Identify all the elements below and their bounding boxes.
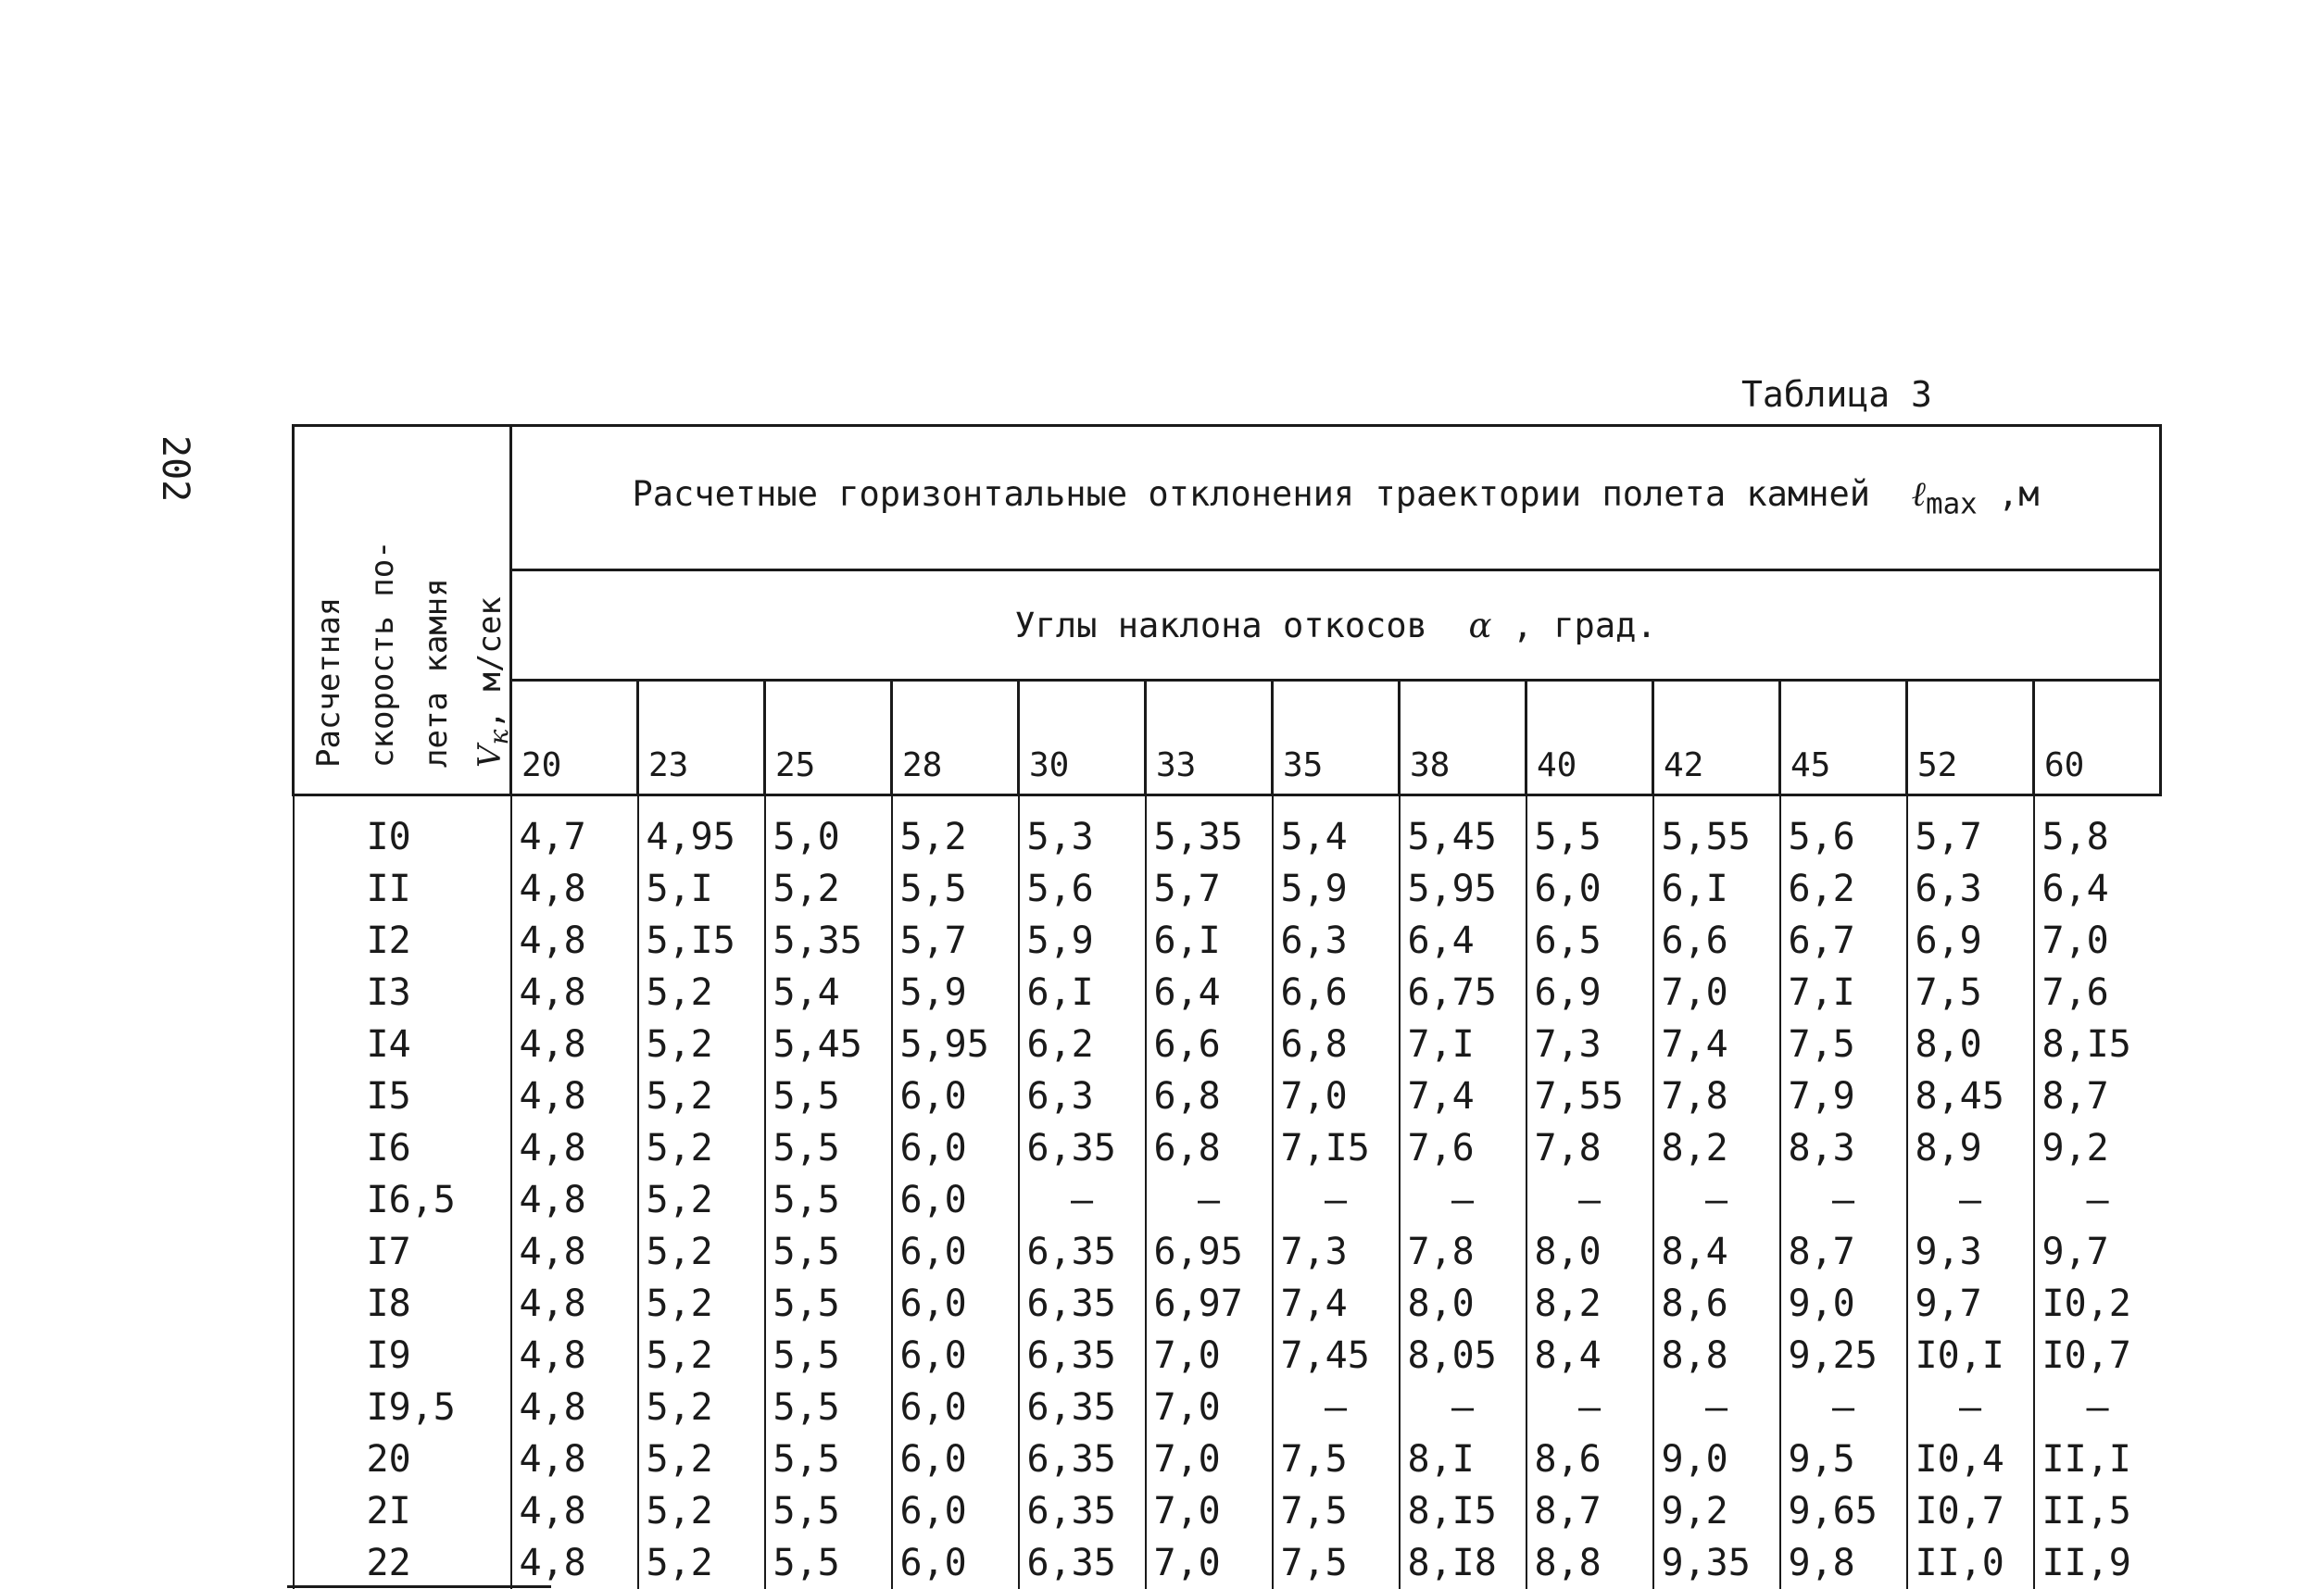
deviation-value-cell: 4,8: [511, 1122, 638, 1174]
deviation-value-cell: 6,0: [1526, 863, 1653, 915]
deviation-value-cell: 6,35: [1019, 1485, 1146, 1537]
deviation-value-cell: –: [1780, 1174, 1907, 1226]
deviation-table: [292, 424, 2162, 1589]
lmax-symbol: ℓ: [1912, 474, 1926, 514]
deviation-value-cell: 5,5: [765, 1330, 892, 1382]
deviation-value-cell: 5,7: [892, 915, 1019, 967]
deviation-value-cell: 6,35: [1019, 1278, 1146, 1330]
deviation-value-cell: 8,0: [1526, 1226, 1653, 1278]
deviation-value-cell: 6,97: [1146, 1278, 1273, 1330]
deviation-value-cell: 6,0: [892, 1174, 1019, 1226]
deviation-value-cell: –: [1400, 1382, 1526, 1433]
speed-label-line-3: лета камня: [409, 434, 463, 768]
deviation-value-cell: 7,8: [1400, 1226, 1526, 1278]
deviation-value-cell: 7,0: [1146, 1330, 1273, 1382]
deviation-value-cell: 6,8: [1273, 1019, 1400, 1070]
deviation-value-cell: 6,0: [892, 1537, 1019, 1589]
deviation-value-cell: 4,7: [511, 795, 638, 864]
deviation-value-cell: 6,0: [892, 1433, 1019, 1485]
deviation-value-cell: 8,2: [1653, 1122, 1780, 1174]
deviation-value-cell: 5,5: [765, 1537, 892, 1589]
angles-subheader: [511, 570, 2161, 681]
deviation-value-cell: 9,7: [2034, 1226, 2161, 1278]
speed-cell: 22: [294, 1537, 511, 1589]
deviation-value-cell: 6,9: [1526, 967, 1653, 1019]
deviation-value-cell: 6,2: [1019, 1019, 1146, 1070]
deviation-value-cell: 9,2: [2034, 1122, 2161, 1174]
deviation-value-cell: 4,8: [511, 1019, 638, 1070]
deviation-value-cell: –: [1019, 1174, 1146, 1226]
deviation-value-cell: 5,45: [1400, 795, 1526, 864]
angle-header-cell: 20: [511, 681, 638, 795]
deviation-value-cell: 5,45: [765, 1019, 892, 1070]
deviation-table-container: [292, 424, 2161, 1589]
deviation-value-cell: 7,0: [1146, 1537, 1273, 1589]
deviation-value-cell: 6,I: [1653, 863, 1780, 915]
deviation-value-cell: I0,I: [1907, 1330, 2034, 1382]
deviation-value-cell: 8,4: [1526, 1330, 1653, 1382]
table-row: [294, 1070, 2161, 1122]
bottom-rule: [287, 1585, 551, 1588]
speed-cell: I6,5: [294, 1174, 511, 1226]
deviation-value-cell: –: [1526, 1174, 1653, 1226]
angle-header-cell: 45: [1780, 681, 1907, 795]
deviation-value-cell: 5,5: [765, 1433, 892, 1485]
deviation-value-cell: 5,2: [638, 1330, 765, 1382]
deviation-value-cell: 4,8: [511, 1433, 638, 1485]
deviation-value-cell: 7,45: [1273, 1330, 1400, 1382]
angles-text: Углы наклона откосов: [1014, 606, 1427, 645]
deviation-value-cell: 7,0: [1146, 1433, 1273, 1485]
deviation-value-cell: 6,0: [892, 1330, 1019, 1382]
speed-cell: I2: [294, 915, 511, 967]
deviation-value-cell: –: [1907, 1174, 2034, 1226]
deviation-value-cell: 6,2: [1780, 863, 1907, 915]
deviation-value-cell: 5,2: [638, 1174, 765, 1226]
deviation-value-cell: 5,5: [765, 1382, 892, 1433]
deviation-value-cell: 5,2: [638, 1019, 765, 1070]
deviation-value-cell: 9,0: [1780, 1278, 1907, 1330]
deviation-value-cell: 7,I: [1780, 967, 1907, 1019]
deviation-value-cell: 6,6: [1273, 967, 1400, 1019]
deviation-value-cell: 7,5: [1273, 1433, 1400, 1485]
deviation-value-cell: 7,3: [1526, 1019, 1653, 1070]
deviation-value-cell: 7,5: [1273, 1537, 1400, 1589]
deviation-value-cell: 6,8: [1146, 1070, 1273, 1122]
title-unit: ,м: [1978, 474, 2040, 514]
deviation-value-cell: 5,7: [1146, 863, 1273, 915]
deviation-value-cell: 5,5: [765, 1278, 892, 1330]
table-caption: Таблица 3: [1741, 374, 1932, 415]
deviation-value-cell: 6,8: [1146, 1122, 1273, 1174]
deviation-value-cell: 7,4: [1653, 1019, 1780, 1070]
table-row: [294, 1122, 2161, 1174]
speed-cell: I6: [294, 1122, 511, 1174]
deviation-value-cell: 8,8: [1653, 1330, 1780, 1382]
lmax-subscript: max: [1926, 488, 1978, 521]
deviation-value-cell: 6,35: [1019, 1537, 1146, 1589]
deviation-value-cell: 7,0: [1273, 1070, 1400, 1122]
deviation-value-cell: 5,2: [638, 967, 765, 1019]
deviation-value-cell: 5,2: [638, 1226, 765, 1278]
deviation-value-cell: II,I: [2034, 1433, 2161, 1485]
deviation-value-cell: I0,7: [2034, 1330, 2161, 1382]
deviation-value-cell: 5,2: [638, 1122, 765, 1174]
deviation-value-cell: 5,5: [765, 1485, 892, 1537]
deviation-value-cell: 6,0: [892, 1226, 1019, 1278]
deviation-value-cell: 6,4: [2034, 863, 2161, 915]
deviation-value-cell: 7,6: [1400, 1122, 1526, 1174]
table-title-header: [511, 426, 2161, 570]
deviation-value-cell: 6,6: [1146, 1019, 1273, 1070]
speed-cell: I7: [294, 1226, 511, 1278]
speed-cell: II: [294, 863, 511, 915]
speed-cell: I9,5: [294, 1382, 511, 1433]
deviation-value-cell: 7,0: [2034, 915, 2161, 967]
deviation-value-cell: 6,4: [1146, 967, 1273, 1019]
angle-header-cell: 28: [892, 681, 1019, 795]
deviation-value-cell: 5,5: [765, 1122, 892, 1174]
speed-label-line-1: Расчетная: [302, 434, 356, 768]
table-row: [294, 1226, 2161, 1278]
table-title-text: Расчетные горизонтальные отклонения траектории полета камней: [632, 474, 1870, 514]
deviation-value-cell: 4,95: [638, 795, 765, 864]
deviation-value-cell: 8,45: [1907, 1070, 2034, 1122]
deviation-value-cell: II,5: [2034, 1485, 2161, 1537]
angle-header-cell: 33: [1146, 681, 1273, 795]
table-row: [294, 1382, 2161, 1433]
deviation-value-cell: 8,9: [1907, 1122, 2034, 1174]
deviation-value-cell: 6,4: [1400, 915, 1526, 967]
deviation-value-cell: 8,6: [1526, 1433, 1653, 1485]
deviation-value-cell: 7,9: [1780, 1070, 1907, 1122]
deviation-value-cell: 8,4: [1653, 1226, 1780, 1278]
deviation-value-cell: 5,5: [765, 1070, 892, 1122]
deviation-value-cell: –: [1526, 1382, 1653, 1433]
deviation-value-cell: 7,4: [1273, 1278, 1400, 1330]
deviation-value-cell: 4,8: [511, 1278, 638, 1330]
table-row: [294, 795, 2161, 864]
deviation-value-cell: 4,8: [511, 1070, 638, 1122]
speed-cell: 2I: [294, 1485, 511, 1537]
table-row: [294, 1174, 2161, 1226]
deviation-value-cell: 8,I8: [1400, 1537, 1526, 1589]
deviation-value-cell: 8,8: [1526, 1537, 1653, 1589]
deviation-value-cell: 5,4: [1273, 795, 1400, 864]
deviation-value-cell: 6,35: [1019, 1226, 1146, 1278]
page-number: 202: [154, 435, 196, 502]
speed-cell: I8: [294, 1278, 511, 1330]
deviation-value-cell: 5,4: [765, 967, 892, 1019]
angle-values-row: [294, 681, 2161, 795]
deviation-value-cell: 5,2: [638, 1485, 765, 1537]
deviation-value-cell: 9,7: [1907, 1278, 2034, 1330]
deviation-value-cell: 7,6: [2034, 967, 2161, 1019]
deviation-value-cell: 9,25: [1780, 1330, 1907, 1382]
deviation-value-cell: 5,2: [892, 795, 1019, 864]
deviation-value-cell: –: [1400, 1174, 1526, 1226]
deviation-value-cell: 8,I: [1400, 1433, 1526, 1485]
deviation-value-cell: 5,I5: [638, 915, 765, 967]
deviation-value-cell: 8,7: [1526, 1485, 1653, 1537]
deviation-value-cell: –: [1780, 1382, 1907, 1433]
deviation-value-cell: 5,8: [2034, 795, 2161, 864]
deviation-value-cell: 5,2: [638, 1433, 765, 1485]
deviation-value-cell: 5,5: [765, 1226, 892, 1278]
deviation-value-cell: 4,8: [511, 1485, 638, 1537]
deviation-value-cell: 8,0: [1400, 1278, 1526, 1330]
deviation-value-cell: 6,35: [1019, 1122, 1146, 1174]
deviation-value-cell: 9,2: [1653, 1485, 1780, 1537]
deviation-value-cell: 5,2: [765, 863, 892, 915]
deviation-value-cell: 5,6: [1780, 795, 1907, 864]
deviation-value-cell: 7,5: [1780, 1019, 1907, 1070]
deviation-value-cell: 5,35: [765, 915, 892, 967]
deviation-value-cell: 7,5: [1907, 967, 2034, 1019]
angle-header-cell: 23: [638, 681, 765, 795]
deviation-value-cell: 8,05: [1400, 1330, 1526, 1382]
deviation-value-cell: 7,5: [1273, 1485, 1400, 1537]
deviation-value-cell: 5,2: [638, 1537, 765, 1589]
deviation-value-cell: 6,75: [1400, 967, 1526, 1019]
deviation-value-cell: 8,3: [1780, 1122, 1907, 1174]
alpha-symbol: α: [1468, 606, 1491, 645]
table-row: [294, 863, 2161, 915]
deviation-value-cell: 4,8: [511, 915, 638, 967]
deviation-value-cell: 6,3: [1907, 863, 2034, 915]
angle-header-cell: 40: [1526, 681, 1653, 795]
deviation-value-cell: 6,3: [1273, 915, 1400, 967]
deviation-value-cell: 4,8: [511, 1330, 638, 1382]
deviation-value-cell: –: [2034, 1382, 2161, 1433]
deviation-value-cell: –: [1273, 1382, 1400, 1433]
table-row: [294, 1278, 2161, 1330]
angle-header-cell: 38: [1400, 681, 1526, 795]
deviation-value-cell: 7,8: [1653, 1070, 1780, 1122]
speed-unit: , м/сек: [471, 596, 509, 729]
deviation-value-cell: 5,2: [638, 1382, 765, 1433]
deviation-value-cell: 6,35: [1019, 1433, 1146, 1485]
deviation-value-cell: 6,I: [1019, 967, 1146, 1019]
table-row: [294, 915, 2161, 967]
deviation-value-cell: 5,9: [1273, 863, 1400, 915]
deviation-value-cell: 4,8: [511, 1382, 638, 1433]
deviation-value-cell: 5,5: [892, 863, 1019, 915]
deviation-value-cell: 6,35: [1019, 1330, 1146, 1382]
deviation-value-cell: 6,95: [1146, 1226, 1273, 1278]
table-row: [294, 1330, 2161, 1382]
deviation-value-cell: 6,9: [1907, 915, 2034, 967]
deviation-value-cell: 6,7: [1780, 915, 1907, 967]
speed-cell: 20: [294, 1433, 511, 1485]
deviation-value-cell: 7,0: [1653, 967, 1780, 1019]
table-body: [294, 795, 2161, 1589]
deviation-value-cell: 6,0: [892, 1070, 1019, 1122]
deviation-value-cell: 6,0: [892, 1485, 1019, 1537]
speed-cell: I0: [294, 795, 511, 864]
speed-column-header: [294, 426, 511, 795]
deviation-value-cell: –: [1653, 1382, 1780, 1433]
deviation-value-cell: 5,9: [1019, 915, 1146, 967]
speed-symbol-subscript: к: [484, 730, 514, 745]
table-row: [294, 1019, 2161, 1070]
speed-column-label: [302, 434, 526, 768]
deviation-value-cell: 4,8: [511, 863, 638, 915]
deviation-value-cell: 8,7: [2034, 1070, 2161, 1122]
deviation-value-cell: 7,55: [1526, 1070, 1653, 1122]
deviation-value-cell: –: [1273, 1174, 1400, 1226]
deviation-value-cell: 6,I: [1146, 915, 1273, 967]
angle-header-cell: 60: [2034, 681, 2161, 795]
deviation-value-cell: 5,5: [1526, 795, 1653, 864]
deviation-value-cell: 7,I: [1400, 1019, 1526, 1070]
deviation-value-cell: 6,5: [1526, 915, 1653, 967]
table-row: [294, 1485, 2161, 1537]
deviation-value-cell: 9,65: [1780, 1485, 1907, 1537]
deviation-value-cell: –: [1907, 1382, 2034, 1433]
deviation-value-cell: 8,2: [1526, 1278, 1653, 1330]
deviation-value-cell: 8,6: [1653, 1278, 1780, 1330]
deviation-value-cell: 8,I5: [2034, 1019, 2161, 1070]
deviation-value-cell: –: [2034, 1174, 2161, 1226]
deviation-value-cell: 5,0: [765, 795, 892, 864]
deviation-value-cell: 4,8: [511, 1537, 638, 1589]
deviation-value-cell: 6,0: [892, 1122, 1019, 1174]
deviation-value-cell: 5,6: [1019, 863, 1146, 915]
deviation-value-cell: 7,8: [1526, 1122, 1653, 1174]
deviation-value-cell: 5,9: [892, 967, 1019, 1019]
deviation-value-cell: 6,0: [892, 1278, 1019, 1330]
deviation-value-cell: 8,0: [1907, 1019, 2034, 1070]
speed-cell: I9: [294, 1330, 511, 1382]
deviation-value-cell: 5,95: [1400, 863, 1526, 915]
deviation-value-cell: 5,7: [1907, 795, 2034, 864]
speed-label-line-4: [463, 434, 526, 768]
deviation-value-cell: –: [1653, 1174, 1780, 1226]
deviation-value-cell: 9,35: [1653, 1537, 1780, 1589]
deviation-value-cell: 6,6: [1653, 915, 1780, 967]
speed-cell: I5: [294, 1070, 511, 1122]
deviation-value-cell: 9,3: [1907, 1226, 2034, 1278]
deviation-value-cell: 9,8: [1780, 1537, 1907, 1589]
deviation-value-cell: –: [1146, 1174, 1273, 1226]
table-row: [294, 1433, 2161, 1485]
deviation-value-cell: 5,55: [1653, 795, 1780, 864]
speed-label-line-2: скорость по-: [356, 434, 409, 768]
angle-header-cell: 52: [1907, 681, 2034, 795]
speed-cell: I4: [294, 1019, 511, 1070]
deviation-value-cell: 6,3: [1019, 1070, 1146, 1122]
deviation-value-cell: 7,3: [1273, 1226, 1400, 1278]
deviation-value-cell: II,9: [2034, 1537, 2161, 1589]
deviation-value-cell: 5,5: [765, 1174, 892, 1226]
angle-header-cell: 25: [765, 681, 892, 795]
deviation-value-cell: 8,7: [1780, 1226, 1907, 1278]
deviation-value-cell: 7,0: [1146, 1485, 1273, 1537]
speed-cell: I3: [294, 967, 511, 1019]
deviation-value-cell: 5,95: [892, 1019, 1019, 1070]
deviation-value-cell: II,0: [1907, 1537, 2034, 1589]
deviation-value-cell: 5,3: [1019, 795, 1146, 864]
deviation-value-cell: I0,7: [1907, 1485, 2034, 1537]
deviation-value-cell: 7,4: [1400, 1070, 1526, 1122]
deviation-value-cell: 7,I5: [1273, 1122, 1400, 1174]
deviation-value-cell: 6,0: [892, 1382, 1019, 1433]
angle-header-cell: 30: [1019, 681, 1146, 795]
speed-symbol: V: [471, 744, 509, 768]
deviation-value-cell: I0,4: [1907, 1433, 2034, 1485]
deviation-value-cell: 6,35: [1019, 1382, 1146, 1433]
deviation-value-cell: 4,8: [511, 1174, 638, 1226]
angles-unit: , град.: [1491, 606, 1656, 645]
deviation-value-cell: 9,5: [1780, 1433, 1907, 1485]
deviation-value-cell: 5,I: [638, 863, 765, 915]
deviation-value-cell: 8,I5: [1400, 1485, 1526, 1537]
angle-header-cell: 42: [1653, 681, 1780, 795]
deviation-value-cell: I0,2: [2034, 1278, 2161, 1330]
angle-header-cell: 35: [1273, 681, 1400, 795]
table-row: [294, 1537, 2161, 1589]
table-row: [294, 967, 2161, 1019]
deviation-value-cell: 7,0: [1146, 1382, 1273, 1433]
deviation-value-cell: 5,35: [1146, 795, 1273, 864]
deviation-value-cell: 4,8: [511, 1226, 638, 1278]
deviation-value-cell: 5,2: [638, 1278, 765, 1330]
deviation-value-cell: 9,0: [1653, 1433, 1780, 1485]
deviation-value-cell: 4,8: [511, 967, 638, 1019]
deviation-value-cell: 5,2: [638, 1070, 765, 1122]
